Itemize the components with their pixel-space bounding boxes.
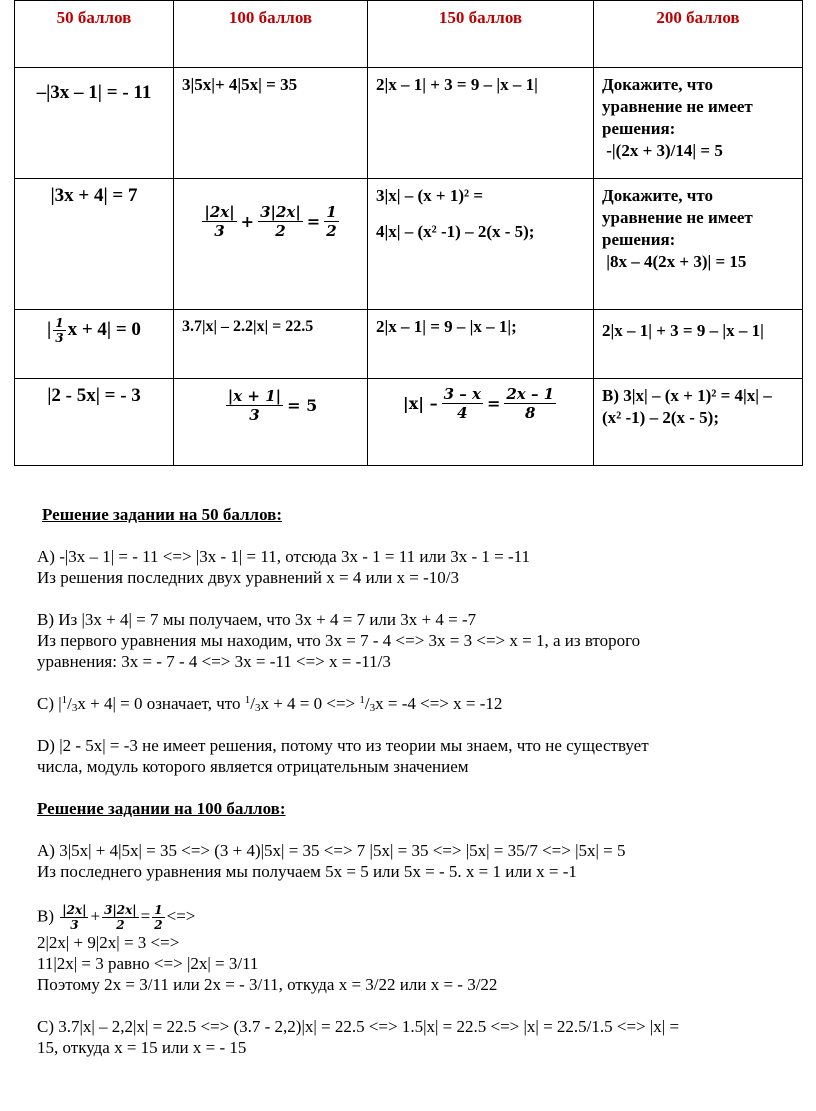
solution-line: D) |2 - 5x| = -3 не имеет решения, потому что из теории мы знаем, что не существует: [37, 736, 649, 755]
fraction-equation: [403, 385, 558, 422]
task-200-d: [594, 379, 803, 466]
task-text: |8x – 4(2x + 3)| = 15: [602, 252, 747, 271]
solution-line: 15, откуда х = 15 или х = - 15: [37, 1038, 247, 1057]
task-text: решения:: [602, 119, 676, 138]
denominator: 3: [249, 406, 260, 424]
numerator: |2x|: [204, 203, 235, 221]
fraction: [202, 203, 236, 240]
task-100-c: 3.7|x| – 2.2|x| = 22.5: [174, 310, 368, 379]
solution-line: 2|2x| + 9|2x| = 3 <=>: [37, 933, 180, 952]
task-50-d: |2 - 5x| = - 3: [15, 379, 174, 466]
task-50-a: [15, 68, 174, 179]
solution-line: Поэтому 2х = 3/11 или 2х = - 3/11, откуда х = 3/22 или х = - 3/22: [37, 975, 498, 994]
numerator: 1: [154, 903, 163, 917]
task-150-d: [368, 379, 594, 466]
solution-line: Из последнего уравнения мы получаем 5х = 5 или 5х = - 5. х = 1 или х = -1: [37, 862, 577, 881]
task-100-b: [174, 179, 368, 310]
equals-sign: =: [306, 211, 321, 231]
task-50-c: [15, 310, 174, 379]
task-text: B): [37, 906, 59, 926]
solution-line: С) 3.7|x| – 2,2|x| = 22.5 <=> (3.7 - 2,2)|x| = 22.5 <=> 1.5|x| = 22.5 <=> |x| = 22.5/1.5 <=> |x| =: [37, 1017, 680, 1036]
denominator: 3: [70, 918, 79, 932]
tasks-table: [14, 0, 803, 466]
header-100: 100 баллов: [174, 1, 368, 68]
solution-line: числа, модуль которого является отрицательным значением: [37, 757, 469, 776]
task-text: Докажите, что: [602, 186, 713, 205]
denominator: 2: [154, 918, 163, 932]
task-50-b: |3x + 4| = 7: [15, 179, 174, 310]
solution-line: C) $|^1/_3x + 4| = 0$ означает, что $^1/_3x + 4 = 0$ <=> $^1/_3x = -4$ <=> x = -12: [37, 694, 503, 714]
denominator: 2: [116, 918, 125, 932]
equals-sign: =: [140, 906, 151, 926]
task-150-b: [368, 179, 594, 310]
table-row: [15, 310, 803, 379]
numerator: 1: [55, 316, 64, 330]
fraction: [258, 203, 303, 240]
task-text: Докажите, что: [602, 75, 713, 94]
fraction: [60, 903, 88, 932]
task-text: –|3x – 1| = - 11: [36, 82, 152, 103]
equals-sign: =: [486, 393, 501, 413]
task-text: уравнение не имеет: [602, 97, 753, 116]
solution-line: B) Из |3x + 4| = 7 мы получаем, что 3х + 4 = 7 или 3х + 4 = -7: [37, 610, 477, 629]
task-text: (x² -1) – 2(x - 5);: [602, 408, 719, 427]
plus-sign: +: [90, 906, 101, 926]
numerator: |x + 1|: [227, 387, 282, 405]
fraction-equation: [200, 203, 340, 240]
heading-100: Решение задании на 100 баллов:: [37, 799, 286, 818]
header-200: 200 баллов: [594, 1, 803, 68]
fraction: [102, 903, 139, 932]
task-text: <=>: [166, 906, 196, 926]
header-50: 50 баллов: [15, 1, 174, 68]
header-150: 150 баллов: [368, 1, 594, 68]
denominator: 2: [275, 222, 286, 240]
task-text: -|(2x + 3)/14| = 5: [602, 141, 723, 160]
task-200-a: [594, 68, 803, 179]
denominator: 3: [55, 331, 64, 345]
task-150-a: 2|x – 1| + 3 = 9 – |x – 1|: [368, 68, 594, 179]
solution-line: Из первого уравнения мы находим, что 3х = 7 - 4 <=> 3х = 3 <=> х = 1, а из второго: [37, 631, 641, 650]
fraction: [152, 903, 164, 932]
task-text: |: [47, 318, 52, 340]
solution-line: А) -|3x – 1| = - 11 <=> |3x - 1| = 11, отсюда 3х - 1 = 11 или 3х - 1 = -11: [37, 547, 531, 566]
task-100-d: [174, 379, 368, 466]
solution-line: Из решения последних двух уравнений х = 4 или х = -10/3: [37, 568, 459, 587]
task-100-a: 3|5x|+ 4|5x| = 35: [174, 68, 368, 179]
task-200-b: [594, 179, 803, 310]
denominator: 2: [326, 222, 337, 240]
fraction-equation: [224, 387, 317, 424]
fraction: [324, 203, 338, 240]
denominator: 4: [457, 404, 468, 422]
task-text: 4|x| – (x² -1) – 2(x - 5);: [376, 222, 535, 241]
task-text: 3|x| – (x + 1)² =: [376, 186, 484, 205]
task-text: уравнение не имеет: [602, 208, 753, 227]
numerator: 3|2x|: [260, 203, 301, 221]
denominator: 3: [214, 222, 225, 240]
table-row: [15, 379, 803, 466]
numerator: |2x|: [62, 903, 87, 917]
table-row: [15, 68, 803, 179]
table-row: [15, 179, 803, 310]
solution-line: 11|2x| = 3 равно <=> |2x| = 3/11: [37, 954, 259, 973]
plus-sign: +: [240, 211, 255, 231]
solution-line: уравнения: 3х = - 7 - 4 <=> 3х = -11 <=> х = -11/3: [37, 652, 391, 671]
task-200-c: 2|x – 1| + 3 = 9 – |x – 1|: [594, 310, 803, 379]
solution-line: А) 3|5x| + 4|5x| = 35 <=> (3 + 4)|5x| = 35 <=> 7 |5x| = 35 <=> |5x| = 35/7 <=> |5x| = 5: [37, 841, 626, 860]
task-text: |x| –: [402, 393, 438, 413]
task-text: x + 4| = 0: [67, 318, 141, 340]
heading-50: Решение задании на 50 баллов:: [42, 505, 282, 524]
denominator: 8: [525, 404, 536, 422]
fraction: [226, 387, 283, 424]
fraction: [442, 385, 483, 422]
numerator: 1: [326, 203, 337, 221]
task-150-c: 2|x – 1| = 9 – |x – 1|;: [368, 310, 594, 379]
equals-five: = 5: [287, 395, 318, 415]
task-text: решения:: [602, 230, 676, 249]
solutions-section: [37, 496, 777, 1058]
fraction: [53, 316, 65, 345]
table-header-row: [15, 1, 803, 68]
task-text: В) 3|x| – (x + 1)² = 4|x| –: [602, 386, 772, 405]
numerator: 3|2x|: [104, 903, 137, 917]
numerator: 3 – x: [443, 385, 481, 403]
fraction: [504, 385, 556, 422]
numerator: 2x – 1: [506, 385, 555, 403]
solution-line: [37, 903, 777, 932]
